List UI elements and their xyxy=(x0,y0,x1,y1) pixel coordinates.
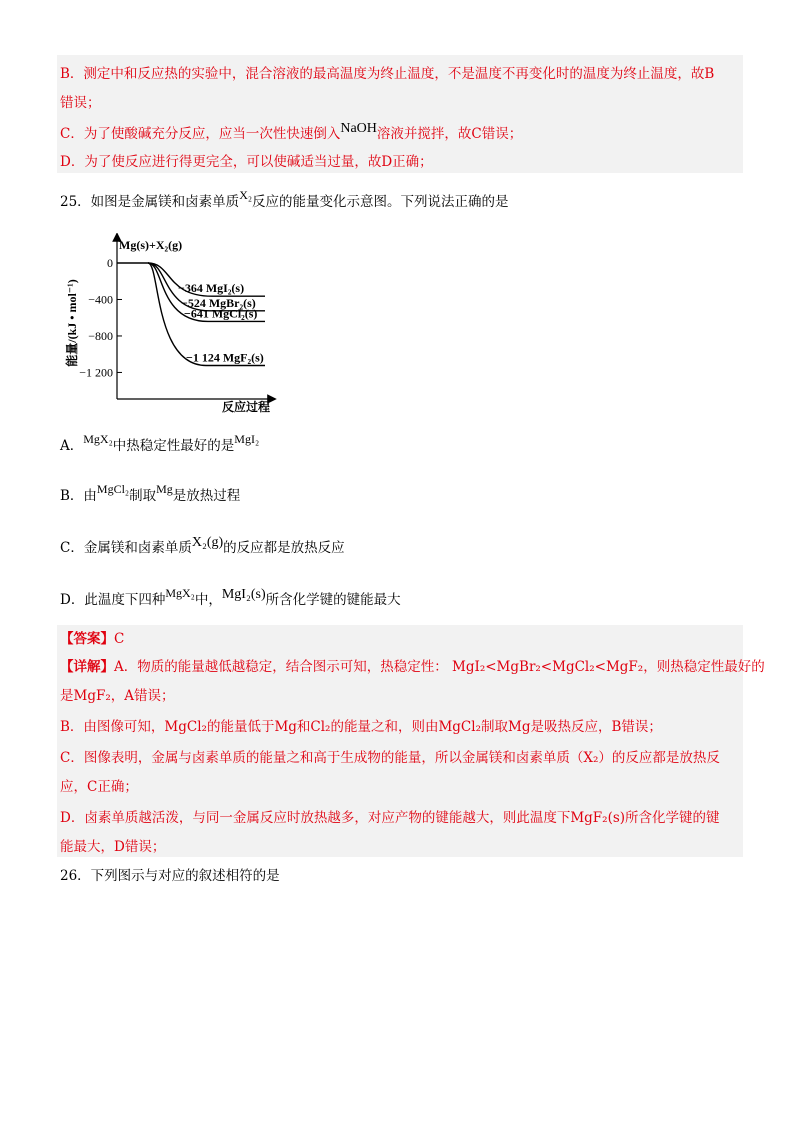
explanation-d-line: D．为了使反应进行得更完全，可以使碱适当过量，故D正确； xyxy=(60,154,433,170)
formula-mgcl2: MgCl₂ xyxy=(96,482,130,496)
option-d-mid: 中， xyxy=(194,592,222,608)
question-25-stem xyxy=(60,188,509,212)
energy-curve-label: −524 MgBr₂(s) xyxy=(181,295,256,310)
detail-a-text: A．物质的能量越低越稳定，结合图示可知，热稳定性： MgI₂<MgBr₂<MgCl₂<MgF₂，则热稳定性最好的 xyxy=(114,659,765,675)
y-axis-label: 能量/(kJ • mol⁻¹) xyxy=(65,279,79,367)
option-b-pre: B．由 xyxy=(60,488,97,504)
answer-value: C xyxy=(114,631,125,647)
detail-d-line2: 能最大，D错误； xyxy=(60,839,166,855)
option-a xyxy=(60,432,260,456)
option-a-pre: A． xyxy=(60,438,84,454)
y-tick-label: −800 xyxy=(88,328,113,343)
explanation-b-line2: 错误； xyxy=(60,95,101,111)
y-tick-label: −1 200 xyxy=(79,365,113,380)
formula-mgi2s: MgI₂(s) xyxy=(221,587,266,602)
question-25-stem-post: 反应的能量变化示意图。下列说法正确的是 xyxy=(252,194,509,210)
explanation-c-post: 溶液并搅拌，故C错误； xyxy=(376,126,523,142)
detail-a-line1 xyxy=(60,657,765,677)
formula-naoh: NaOH xyxy=(340,121,377,136)
explanation-c-pre: C．为了使酸碱充分反应，应当一次性快速倒入 xyxy=(60,126,341,142)
option-d-post: 所含化学键的键能最大 xyxy=(265,592,401,608)
option-a-mid: 中热稳定性最好的是 xyxy=(112,438,235,454)
option-d xyxy=(60,586,401,611)
option-c xyxy=(60,535,345,559)
formula-x2g: X₂(g) xyxy=(191,535,224,550)
detail-label: 【详解】 xyxy=(60,659,114,675)
option-c-pre: C．金属镁和卤素单质 xyxy=(60,540,192,556)
option-b-post: 是放热过程 xyxy=(172,488,241,504)
detail-a-line2: 是MgF₂，A错误； xyxy=(60,688,175,704)
option-b xyxy=(60,482,241,506)
chart-top-label: Mg(s)+X₂(g) xyxy=(119,238,183,252)
explanation-c-line xyxy=(60,121,523,145)
option-d-pre: D．此温度下四种 xyxy=(60,592,166,608)
y-tick-label: −400 xyxy=(88,292,113,307)
detail-c-line2: 应，C正确； xyxy=(60,779,138,795)
answer-line xyxy=(60,629,124,649)
formula-x2: X₂ xyxy=(239,188,253,202)
question-26-stem: 26．下列图示与对应的叙述相符的是 xyxy=(60,868,280,884)
formula-mg: Mg xyxy=(156,482,173,496)
energy-curve-label: −641 MgCl₂(s) xyxy=(184,306,258,321)
x-axis-label: 反应过程 xyxy=(221,400,270,413)
explanation-b-line1: B．测定中和反应热的实验中，混合溶液的最高温度为终止温度，不是温度不再变化时的温度为终止温度，故B xyxy=(60,66,715,82)
formula-mgx2-d: MgX₂ xyxy=(165,586,195,600)
energy-curve-label: −1 124 MgF₂(s) xyxy=(186,350,264,365)
question-25-stem-pre: 25．如图是金属镁和卤素单质 xyxy=(60,194,240,210)
formula-mgx2: MgX₂ xyxy=(83,432,113,446)
answer-label: 【答案】 xyxy=(60,631,114,647)
y-tick-label: 0 xyxy=(107,256,113,270)
energy-diagram xyxy=(60,233,300,413)
option-c-post: 的反应都是放热反应 xyxy=(223,540,345,556)
formula-mgi2: MgI₂ xyxy=(234,432,260,446)
energy-curve-label: −364 MgI₂(s) xyxy=(178,281,245,296)
detail-b-line: B．由图像可知，MgCl₂的能量低于Mg和Cl₂的能量之和，则由MgCl₂制取Mg是吸热反应，B错误； xyxy=(60,719,662,735)
option-b-mid: 制取 xyxy=(129,488,157,504)
detail-c-line1: C．图像表明，金属与卤素单质的能量之和高于生成物的能量，所以金属镁和卤素单质（X₂）的反应都是放热反 xyxy=(60,750,720,766)
detail-d-line1: D．卤素单质越活泼，与同一金属反应时放热越多，对应产物的键能越大，则此温度下MgF₂(s)所含化学键的键 xyxy=(60,810,720,826)
